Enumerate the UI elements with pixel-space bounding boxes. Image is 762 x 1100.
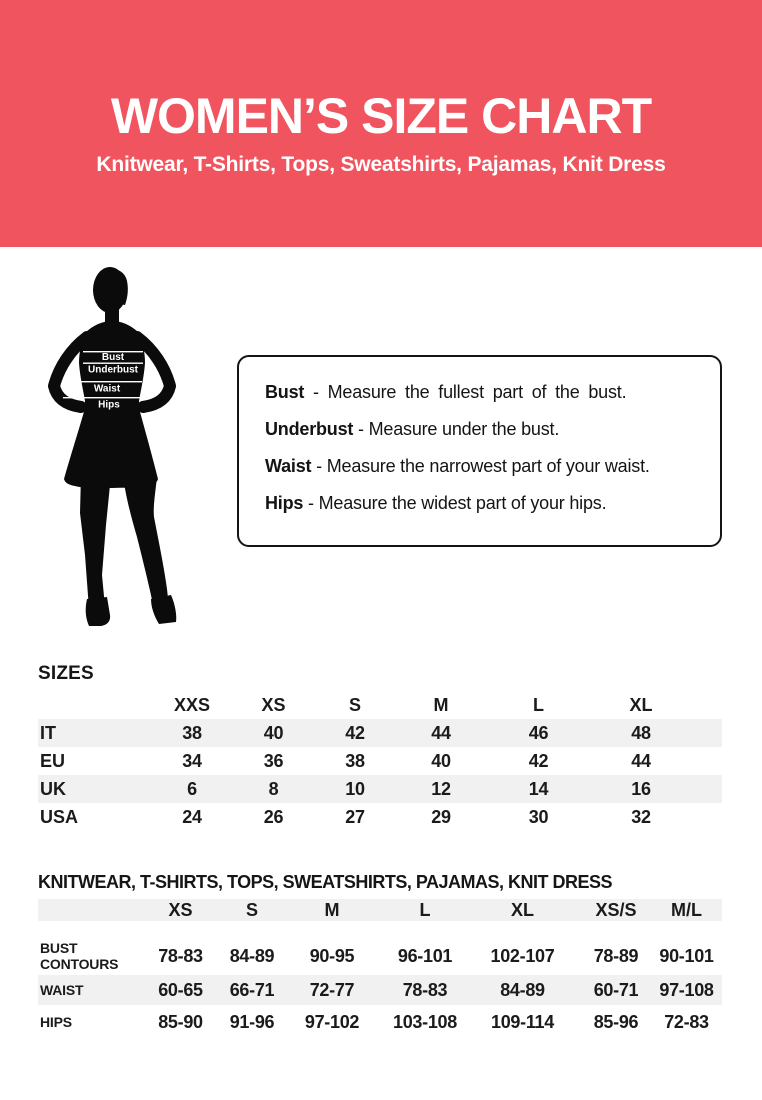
cell: 90-101 [659,945,714,966]
table-row-it [38,719,722,747]
cell: 38 [182,722,202,743]
figure-underbust-label: Underbust [88,364,138,376]
cell: 38 [345,750,365,771]
cell: 10 [345,778,365,799]
definition-text: - Measure the fullest part of the bust. [313,382,627,402]
definition-underbust [265,411,705,448]
cell: 46 [528,722,549,743]
column-header-xxs: XXS [173,694,211,715]
page-title: WOMEN’S SIZE CHART [110,88,652,144]
garment-table-title: KNITWEAR, T-SHIRTS, TOPS, SWEATSHIRTS, PAJAMAS, KNIT DRESS [38,872,613,892]
column-header-m: M [433,694,449,715]
sizes-table-title: SIZES [38,663,94,684]
cell: 72-77 [309,979,355,1000]
table-row-usa [38,803,722,831]
cell: 12 [431,778,451,799]
cell: 26 [263,806,284,827]
cell: 78-83 [402,979,448,1000]
cell: 109-114 [491,1011,554,1032]
definition-term: Underbust [265,419,354,439]
table-row-waist [38,975,722,1005]
cell: 14 [528,778,549,799]
cell: 40 [263,722,284,743]
cell: 48 [631,722,651,743]
column-header-s: S [245,899,258,920]
table-spacer [38,921,722,937]
figure-waist-label: Waist [93,383,121,395]
cell: 60-65 [158,979,203,1000]
cell: 6 [187,778,197,799]
cell: 32 [631,806,651,827]
figure-bust-label: Bust [101,352,125,363]
row-label: USA [40,806,79,827]
sizes-table [38,691,722,831]
column-header-m: M [324,899,340,920]
cell: 29 [431,806,451,827]
definition-text: - Measure the narrowest part of your waist. [316,456,650,476]
row-label: IT [40,722,56,743]
cell: 78-89 [593,945,639,966]
woman-silhouette-icon [35,255,225,640]
garment-table [38,899,722,1039]
sizes-header-row [38,691,722,719]
cell: 90-95 [309,945,355,966]
row-label: UK [40,778,66,799]
cell: 85-96 [593,1011,639,1032]
header-banner [0,0,762,247]
cell: 27 [345,806,365,827]
table-row-uk [38,775,722,803]
cell: 44 [631,750,651,771]
row-label: HIPS [40,1014,72,1030]
garment-header-row [38,899,722,921]
cell: 97-102 [304,1011,360,1032]
table-row-eu [38,747,722,775]
cell: 96-101 [397,945,453,966]
column-header-s: S [348,694,361,715]
cell: 97-108 [659,979,714,1000]
cell: 24 [182,806,202,827]
row-label: EU [40,750,66,771]
cell: 8 [268,778,279,799]
cell: 60-71 [593,979,639,1000]
column-header-xs: XS [261,694,286,715]
definition-text: - Measure under the bust. [358,419,560,439]
row-label: WAIST [40,982,84,998]
cell: 36 [263,750,284,771]
cell: 102-107 [490,945,555,966]
definition-bust [265,374,705,411]
column-header-l: L [533,694,544,715]
column-header-xl: XL [629,694,653,715]
cell: 42 [528,750,549,771]
cell: 42 [345,722,365,743]
cell: 30 [528,806,549,827]
column-header-ml: M/L [671,899,702,920]
figure-hips-label: Hips [98,399,120,411]
definition-waist [265,448,705,485]
cell: 66-71 [229,979,275,1000]
definition-text: - Measure the widest part of your hips. [308,493,607,513]
definition-term: Waist [265,456,312,476]
cell: 78-83 [158,945,203,966]
cell: 44 [431,722,451,743]
definition-term: Bust [265,382,305,402]
cell: 84-89 [229,945,275,966]
column-header-xs: XS [168,899,193,920]
sizes-table-section [38,663,722,831]
cell: 72-83 [664,1011,709,1032]
column-header-xl: XL [510,899,534,920]
row-label: BUST CONTOURS [40,940,119,972]
cell: 34 [182,750,202,771]
page-subtitle: Knitwear, T-Shirts, Tops, Sweatshirts, Pajamas, Knit Dress [96,153,666,176]
column-header-l: L [419,899,431,920]
table-row-bust-contours [38,937,722,975]
definition-hips [265,485,705,522]
woman-silhouette-figure [35,255,225,640]
table-row-hips [38,1005,722,1039]
column-header-xss: XS/S [595,899,637,920]
garment-table-section [38,872,722,1039]
cell: 84-89 [500,979,545,1000]
cell: 16 [631,778,651,799]
measurement-definitions-box [237,355,722,547]
cell: 103-108 [393,1011,457,1032]
cell: 85-90 [158,1011,203,1032]
cell: 40 [431,750,451,771]
cell: 91-96 [229,1011,275,1032]
definition-term: Hips [265,493,304,513]
